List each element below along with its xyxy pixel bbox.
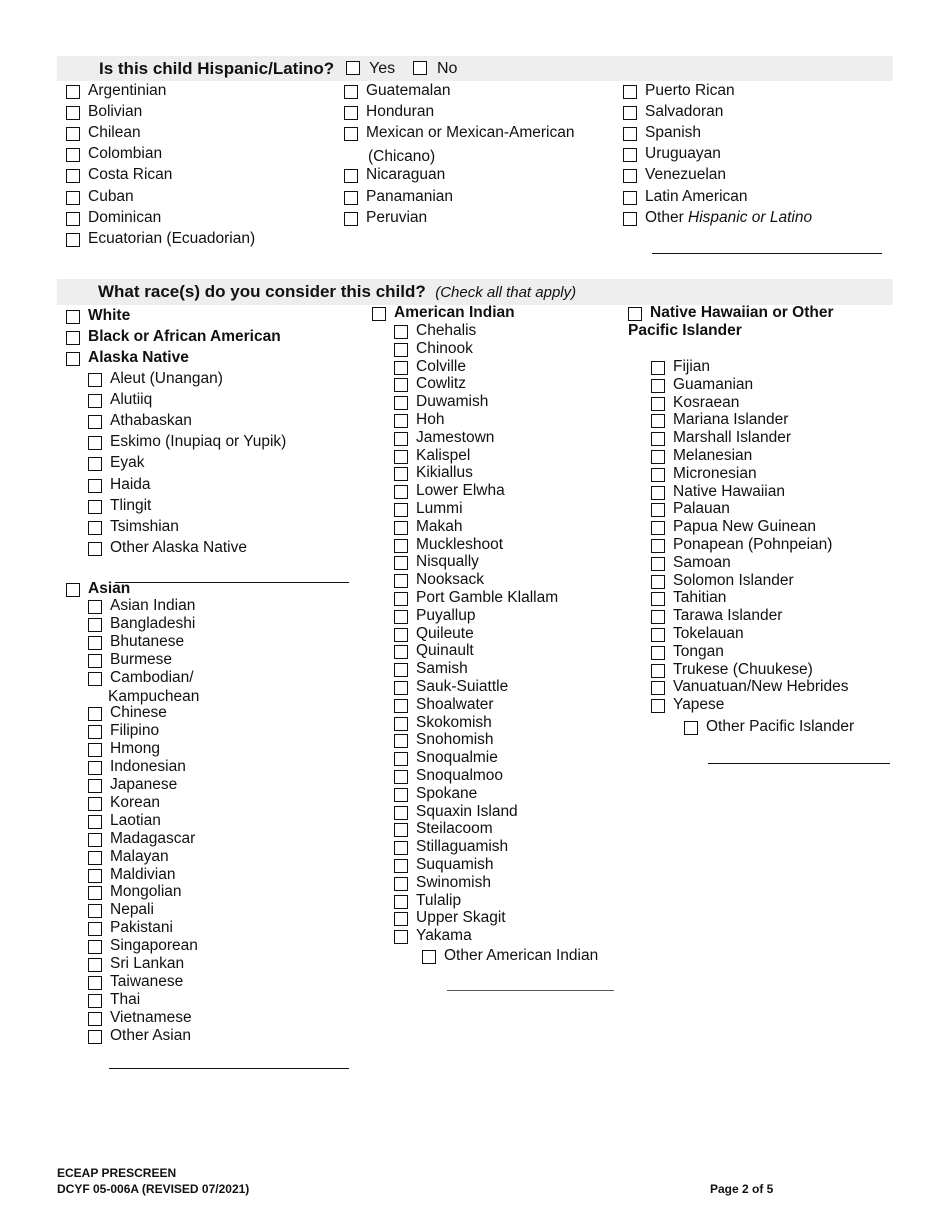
ai-kalispel-checkbox[interactable]	[394, 450, 408, 464]
pacific-papua-new-guinean-label: Papua New Guinean	[673, 518, 817, 536]
pacific-other-line	[708, 763, 890, 764]
alaska-other-alaska-native-label: Other Alaska Native	[110, 538, 247, 556]
asian-singaporean-label: Singaporean	[110, 937, 198, 955]
ai-chinook-checkbox[interactable]	[394, 343, 408, 357]
ai-other-checkbox[interactable]	[422, 950, 436, 964]
asian-japanese-checkbox[interactable]	[88, 779, 102, 793]
asian-malayan-label: Malayan	[110, 847, 169, 865]
asian-indonesian-checkbox[interactable]	[88, 761, 102, 775]
asian-hmong-checkbox[interactable]	[88, 743, 102, 757]
race-question-note: (Check all that apply)	[435, 284, 577, 301]
ai-swinomish-checkbox[interactable]	[394, 877, 408, 891]
asian-laotian-checkbox[interactable]	[88, 815, 102, 829]
race-pacific-islander-label: Native Hawaiian or Other	[650, 304, 834, 321]
hispanic-puerto-rican-label: Puerto Rican	[645, 82, 735, 99]
hispanic-honduran-label: Honduran	[366, 103, 435, 121]
hispanic-other-italic: Hispanic or Latino	[688, 208, 813, 226]
pacific-other-label: Other Pacific Islander	[706, 718, 855, 735]
hispanic-yes-label: Yes	[369, 60, 396, 77]
hispanic-no-checkbox[interactable]	[413, 61, 427, 75]
ai-puyallup-checkbox[interactable]	[394, 610, 408, 624]
race-white-label: White	[88, 307, 131, 324]
pacific-marshall-islander-checkbox[interactable]	[651, 432, 665, 446]
ai-spokane-checkbox[interactable]	[394, 788, 408, 802]
asian-chinese-checkbox[interactable]	[88, 707, 102, 721]
ai-quinault-checkbox[interactable]	[394, 645, 408, 659]
asian-nepali-label: Nepali	[110, 901, 154, 919]
race-american-indian-label: American Indian	[394, 304, 515, 321]
ai-shoalwater-checkbox[interactable]	[394, 699, 408, 713]
hispanic-other-checkbox[interactable]	[623, 212, 637, 226]
pacific-other-checkbox[interactable]	[684, 721, 698, 735]
ai-nisqually-label: Nisqually	[416, 553, 479, 571]
pacific-tahitian-checkbox[interactable]	[651, 592, 665, 606]
ai-makah-label: Makah	[416, 517, 463, 535]
asian-filipino-label: Filipino	[110, 722, 160, 740]
ai-shoalwater-label: Shoalwater	[416, 695, 494, 713]
asian-korean-checkbox[interactable]	[88, 797, 102, 811]
pacific-micronesian-label: Micronesian	[673, 464, 757, 482]
asian-chinese-label: Chinese	[110, 704, 167, 722]
asian-pakistani-label: Pakistani	[110, 919, 173, 937]
asian-nepali-checkbox[interactable]	[88, 904, 102, 918]
ai-chehalis-label: Chehalis	[416, 322, 477, 339]
hispanic-mexican-or-mexican-american-checkbox[interactable]	[344, 127, 358, 141]
ai-samish-checkbox[interactable]	[394, 663, 408, 677]
pacific-papua-new-guinean-checkbox[interactable]	[651, 521, 665, 535]
asian-taiwanese-checkbox[interactable]	[88, 976, 102, 990]
american-indian-other-line	[447, 990, 614, 991]
hispanic-costa-rican-label: Costa Rican	[88, 166, 173, 184]
race-asian-checkbox[interactable]	[66, 583, 80, 597]
hispanic-puerto-rican-checkbox[interactable]	[623, 85, 637, 99]
pacific-trukese-chuukese-checkbox[interactable]	[651, 664, 665, 678]
pacific-vanuatuan-new-hebrides-label: Vanuatuan/New Hebrides	[673, 678, 849, 696]
ai-tulalip-checkbox[interactable]	[394, 895, 408, 909]
pacific-melanesian-label: Melanesian	[673, 447, 753, 464]
asian-cambodian-label: Cambodian/	[110, 668, 194, 686]
pacific-native-hawaiian-label: Native Hawaiian	[673, 482, 785, 500]
pacific-palauan-checkbox[interactable]	[651, 503, 665, 517]
ai-lummi-checkbox[interactable]	[394, 503, 408, 517]
ai-yakama-checkbox[interactable]	[394, 930, 408, 944]
pacific-palauan-label: Palauan	[673, 500, 730, 518]
hispanic-colombian-checkbox[interactable]	[66, 148, 80, 162]
asian-malayan-checkbox[interactable]	[88, 851, 102, 865]
alaska-athabaskan-label: Athabaskan	[110, 412, 192, 430]
ai-samish-label: Samish	[416, 660, 468, 678]
hispanic-dominican-label: Dominican	[88, 208, 162, 226]
pacific-solomon-islander-checkbox[interactable]	[651, 575, 665, 589]
asian-other-asian-checkbox[interactable]	[88, 1030, 102, 1044]
hispanic-argentinian-label: Argentinian	[88, 82, 167, 99]
pacific-tokelauan-label: Tokelauan	[673, 625, 744, 642]
hispanic-salvadoran-checkbox[interactable]	[623, 106, 637, 120]
hispanic-chilean-checkbox[interactable]	[66, 127, 80, 141]
race-question	[98, 282, 576, 302]
hispanic-guatemalan-checkbox[interactable]	[344, 85, 358, 99]
ai-snoqualmoo-label: Snoqualmoo	[416, 767, 504, 784]
ai-cowlitz-label: Cowlitz	[416, 375, 466, 393]
asian-vietnamese-label: Vietnamese	[110, 1008, 192, 1026]
asian-sri-lankan-label: Sri Lankan	[110, 955, 185, 972]
asian-asian-indian-label: Asian Indian	[110, 597, 196, 614]
asian-cambodian-checkbox[interactable]	[88, 672, 102, 686]
hispanic-guatemalan-label: Guatemalan	[366, 82, 451, 99]
hispanic-nicaraguan-checkbox[interactable]	[344, 169, 358, 183]
asian-korean-label: Korean	[110, 793, 160, 811]
asian-bhutanese-checkbox[interactable]	[88, 636, 102, 650]
ai-chinook-label: Chinook	[416, 339, 473, 357]
alaska-tsimshian-label: Tsimshian	[110, 517, 179, 535]
pacific-yapese-checkbox[interactable]	[651, 699, 665, 713]
pacific-tarawa-islander-label: Tarawa Islander	[673, 607, 783, 625]
race-alaska-native-label: Alaska Native	[88, 349, 189, 366]
pacific-marshall-islander-label: Marshall Islander	[673, 429, 792, 447]
ai-colville-label: Colville	[416, 357, 466, 375]
race-white-checkbox[interactable]	[66, 310, 80, 324]
footer-page-number: Page 2 of 5	[710, 1182, 774, 1196]
asian-other-line	[109, 1068, 349, 1069]
pacific-guamanian-checkbox[interactable]	[651, 379, 665, 393]
ai-squaxin-island-label: Squaxin Island	[416, 802, 518, 820]
ai-puyallup-label: Puyallup	[416, 606, 476, 624]
alaska-alutiiq-checkbox[interactable]	[88, 394, 102, 408]
pacific-tongan-label: Tongan	[673, 642, 724, 660]
hispanic-latin-american-label: Latin American	[645, 187, 748, 205]
ai-steilacoom-label: Steilacoom	[416, 820, 493, 838]
asian-asian-indian-checkbox[interactable]	[88, 600, 102, 614]
pacific-micronesian-checkbox[interactable]	[651, 468, 665, 482]
alaska-eyak-checkbox[interactable]	[88, 457, 102, 471]
hispanic-other-label: Other	[645, 208, 684, 226]
hispanic-costa-rican-checkbox[interactable]	[66, 169, 80, 183]
hispanic-mexican-or-mexican-american-label: Mexican or Mexican-American	[366, 124, 575, 142]
ai-port-gamble-klallam-label: Port Gamble Klallam	[416, 589, 559, 606]
asian-bangladeshi-label: Bangladeshi	[110, 614, 196, 632]
alaska-haida-label: Haida	[110, 475, 151, 493]
ai-skokomish-label: Skokomish	[416, 713, 492, 731]
ai-suquamish-label: Suquamish	[416, 856, 494, 873]
hispanic-salvadoran-label: Salvadoran	[645, 103, 724, 121]
pacific-samoan-label: Samoan	[673, 553, 731, 571]
asian-maldivian-label: Maldivian	[110, 865, 176, 883]
ai-swinomish-label: Swinomish	[416, 873, 491, 891]
ai-muckleshoot-label: Muckleshoot	[416, 535, 504, 553]
ai-other-label: Other American Indian	[444, 947, 599, 964]
hispanic-peruvian-label: Peruvian	[366, 208, 428, 226]
asian-thai-label: Thai	[110, 990, 141, 1008]
race-pacific-line2: Pacific Islander	[628, 322, 742, 339]
ai-steilacoom-checkbox[interactable]	[394, 823, 408, 837]
hispanic-venezuelan-checkbox[interactable]	[623, 169, 637, 183]
hispanic-peruvian-checkbox[interactable]	[344, 212, 358, 226]
hispanic-bolivian-label: Bolivian	[88, 103, 143, 121]
pacific-fijian-checkbox[interactable]	[651, 361, 665, 375]
ai-tulalip-label: Tulalip	[416, 891, 462, 909]
hispanic-uruguayan-checkbox[interactable]	[623, 148, 637, 162]
asian-thai-checkbox[interactable]	[88, 994, 102, 1008]
hispanic-panamanian-checkbox[interactable]	[344, 191, 358, 205]
hispanic-latin-american-checkbox[interactable]	[623, 191, 637, 205]
hispanic-uruguayan-label: Uruguayan	[645, 145, 721, 163]
ai-upper-skagit-checkbox[interactable]	[394, 912, 408, 926]
ai-stillaguamish-label: Stillaguamish	[416, 838, 509, 856]
race-black-label: Black or African American	[88, 328, 281, 345]
ai-nooksack-checkbox[interactable]	[394, 574, 408, 588]
ai-skokomish-checkbox[interactable]	[394, 717, 408, 731]
ai-cowlitz-checkbox[interactable]	[394, 378, 408, 392]
ai-squaxin-island-checkbox[interactable]	[394, 806, 408, 820]
footer-form-name: ECEAP PRESCREEN	[57, 1166, 177, 1180]
ai-snohomish-label: Snohomish	[416, 731, 494, 749]
pacific-trukese-chuukese-label: Trukese (Chuukese)	[673, 660, 813, 678]
ai-stillaguamish-checkbox[interactable]	[394, 841, 408, 855]
alaska-tlingit-label: Tlingit	[110, 496, 152, 514]
pacific-yapese-label: Yapese	[673, 696, 725, 714]
ai-upper-skagit-label: Upper Skagit	[416, 909, 506, 927]
alaska-aleut-unangan-checkbox[interactable]	[88, 373, 102, 387]
asian-japanese-label: Japanese	[110, 776, 178, 793]
race-american-indian-checkbox[interactable]	[372, 307, 386, 321]
ai-hoh-checkbox[interactable]	[394, 414, 408, 428]
hispanic-question: Is this child Hispanic/Latino?	[99, 59, 335, 78]
alaska-other-line	[115, 582, 349, 583]
asian-bhutanese-label: Bhutanese	[110, 632, 185, 650]
asian-indonesian-label: Indonesian	[110, 758, 186, 776]
asian-laotian-label: Laotian	[110, 811, 161, 829]
race-asian-label: Asian	[88, 580, 131, 597]
ai-makah-checkbox[interactable]	[394, 521, 408, 535]
asian-other-asian-label: Other Asian	[110, 1026, 191, 1044]
hispanic-panamanian-label: Panamanian	[366, 187, 454, 205]
hispanic-cuban-label: Cuban	[88, 187, 134, 205]
ai-spokane-label: Spokane	[416, 784, 478, 802]
ai-colville-checkbox[interactable]	[394, 361, 408, 375]
hispanic-chilean-label: Chilean	[88, 124, 141, 142]
ai-lummi-label: Lummi	[416, 500, 463, 517]
asian-filipino-checkbox[interactable]	[88, 725, 102, 739]
asian-taiwanese-label: Taiwanese	[110, 972, 184, 990]
ai-lower-elwha-label: Lower Elwha	[416, 482, 505, 500]
alaska-other-alaska-native-checkbox[interactable]	[88, 542, 102, 556]
hispanic-spanish-checkbox[interactable]	[623, 127, 637, 141]
ai-hoh-label: Hoh	[416, 411, 445, 428]
pacific-guamanian-label: Guamanian	[673, 375, 754, 393]
ai-muckleshoot-checkbox[interactable]	[394, 539, 408, 553]
hispanic-honduran-checkbox[interactable]	[344, 106, 358, 120]
pacific-kosraean-label: Kosraean	[673, 393, 740, 411]
hispanic-mexican-wrap: (Chicano)	[368, 148, 436, 165]
hispanic-venezuelan-label: Venezuelan	[645, 166, 727, 184]
pacific-samoan-checkbox[interactable]	[651, 557, 665, 571]
ai-kalispel-label: Kalispel	[416, 446, 471, 464]
pacific-melanesian-checkbox[interactable]	[651, 450, 665, 464]
asian-sri-lankan-checkbox[interactable]	[88, 958, 102, 972]
alaska-tsimshian-checkbox[interactable]	[88, 521, 102, 535]
asian-burmese-checkbox[interactable]	[88, 654, 102, 668]
race-black-checkbox[interactable]	[66, 331, 80, 345]
ai-nisqually-checkbox[interactable]	[394, 556, 408, 570]
alaska-tlingit-checkbox[interactable]	[88, 500, 102, 514]
pacific-tongan-checkbox[interactable]	[651, 646, 665, 660]
pacific-mariana-islander-label: Mariana Islander	[673, 411, 789, 429]
hispanic-argentinian-checkbox[interactable]	[66, 85, 80, 99]
pacific-ponapean-pohnpeian-label: Ponapean (Pohnpeian)	[673, 536, 833, 553]
hispanic-no-label: No	[437, 60, 458, 77]
ai-quileute-label: Quileute	[416, 624, 474, 642]
ai-kikiallus-label: Kikiallus	[416, 464, 473, 482]
ai-quinault-label: Quinault	[416, 642, 474, 660]
pacific-native-hawaiian-checkbox[interactable]	[651, 486, 665, 500]
ai-sauk-suiattle-label: Sauk-Suiattle	[416, 678, 509, 695]
hispanic-dominican-checkbox[interactable]	[66, 212, 80, 226]
alaska-eyak-label: Eyak	[110, 454, 145, 472]
pacific-tahitian-label: Tahitian	[673, 589, 727, 607]
ai-kikiallus-checkbox[interactable]	[394, 467, 408, 481]
alaska-athabaskan-checkbox[interactable]	[88, 415, 102, 429]
ai-snohomish-checkbox[interactable]	[394, 734, 408, 748]
race-pacific-islander-checkbox[interactable]	[628, 307, 642, 321]
hispanic-bolivian-checkbox[interactable]	[66, 106, 80, 120]
hispanic-ecuatorian-ecuadorian-checkbox[interactable]	[66, 233, 80, 247]
hispanic-ecuatorian-ecuadorian-label: Ecuatorian (Ecuadorian)	[88, 229, 256, 247]
asian-vietnamese-checkbox[interactable]	[88, 1012, 102, 1026]
ai-suquamish-checkbox[interactable]	[394, 859, 408, 873]
race-alaska-native-checkbox[interactable]	[66, 352, 80, 366]
asian-madagascar-label: Madagascar	[110, 829, 196, 847]
race-question-text: What race(s) do you consider this child?	[98, 282, 426, 301]
ai-duwamish-label: Duwamish	[416, 393, 489, 411]
hispanic-nicaraguan-label: Nicaraguan	[366, 166, 446, 184]
hispanic-spanish-label: Spanish	[645, 124, 702, 142]
ai-jamestown-label: Jamestown	[416, 428, 495, 446]
ai-yakama-label: Yakama	[416, 927, 472, 945]
hispanic-yes-checkbox[interactable]	[346, 61, 360, 75]
asian-madagascar-checkbox[interactable]	[88, 833, 102, 847]
ai-duwamish-checkbox[interactable]	[394, 396, 408, 410]
alaska-alutiiq-label: Alutiiq	[110, 391, 153, 409]
hispanic-cuban-checkbox[interactable]	[66, 191, 80, 205]
pacific-solomon-islander-label: Solomon Islander	[673, 571, 794, 589]
footer-form-id: DCYF 05-006A (REVISED 07/2021)	[57, 1182, 250, 1196]
asian-hmong-label: Hmong	[110, 740, 160, 758]
ai-sauk-suiattle-checkbox[interactable]	[394, 681, 408, 695]
hispanic-other-line	[652, 253, 882, 254]
pacific-vanuatuan-new-hebrides-checkbox[interactable]	[651, 681, 665, 695]
pacific-kosraean-checkbox[interactable]	[651, 397, 665, 411]
ai-chehalis-checkbox[interactable]	[394, 325, 408, 339]
ai-snoqualmie-checkbox[interactable]	[394, 752, 408, 766]
alaska-eskimo-inupiaq-or-yupik-checkbox[interactable]	[88, 436, 102, 450]
ai-quileute-checkbox[interactable]	[394, 628, 408, 642]
alaska-aleut-unangan-label: Aleut (Unangan)	[110, 370, 223, 387]
alaska-haida-checkbox[interactable]	[88, 479, 102, 493]
asian-mongolian-label: Mongolian	[110, 883, 182, 901]
pacific-mariana-islander-checkbox[interactable]	[651, 414, 665, 428]
ai-nooksack-label: Nooksack	[416, 571, 485, 589]
ai-port-gamble-klallam-checkbox[interactable]	[394, 592, 408, 606]
pacific-tarawa-islander-checkbox[interactable]	[651, 610, 665, 624]
asian-singaporean-checkbox[interactable]	[88, 940, 102, 954]
pacific-ponapean-pohnpeian-checkbox[interactable]	[651, 539, 665, 553]
asian-burmese-label: Burmese	[110, 650, 173, 668]
alaska-eskimo-inupiaq-or-yupik-label: Eskimo (Inupiaq or Yupik)	[110, 433, 287, 451]
asian-bangladeshi-checkbox[interactable]	[88, 618, 102, 632]
asian-maldivian-checkbox[interactable]	[88, 869, 102, 883]
pacific-fijian-label: Fijian	[673, 358, 711, 375]
ai-jamestown-checkbox[interactable]	[394, 432, 408, 446]
asian-cambodian-wrap: Kampuchean	[108, 688, 200, 705]
pacific-tokelauan-checkbox[interactable]	[651, 628, 665, 642]
ai-snoqualmoo-checkbox[interactable]	[394, 770, 408, 784]
ai-lower-elwha-checkbox[interactable]	[394, 485, 408, 499]
ai-snoqualmie-label: Snoqualmie	[416, 749, 498, 767]
hispanic-colombian-label: Colombian	[88, 145, 163, 163]
asian-mongolian-checkbox[interactable]	[88, 886, 102, 900]
asian-pakistani-checkbox[interactable]	[88, 922, 102, 936]
